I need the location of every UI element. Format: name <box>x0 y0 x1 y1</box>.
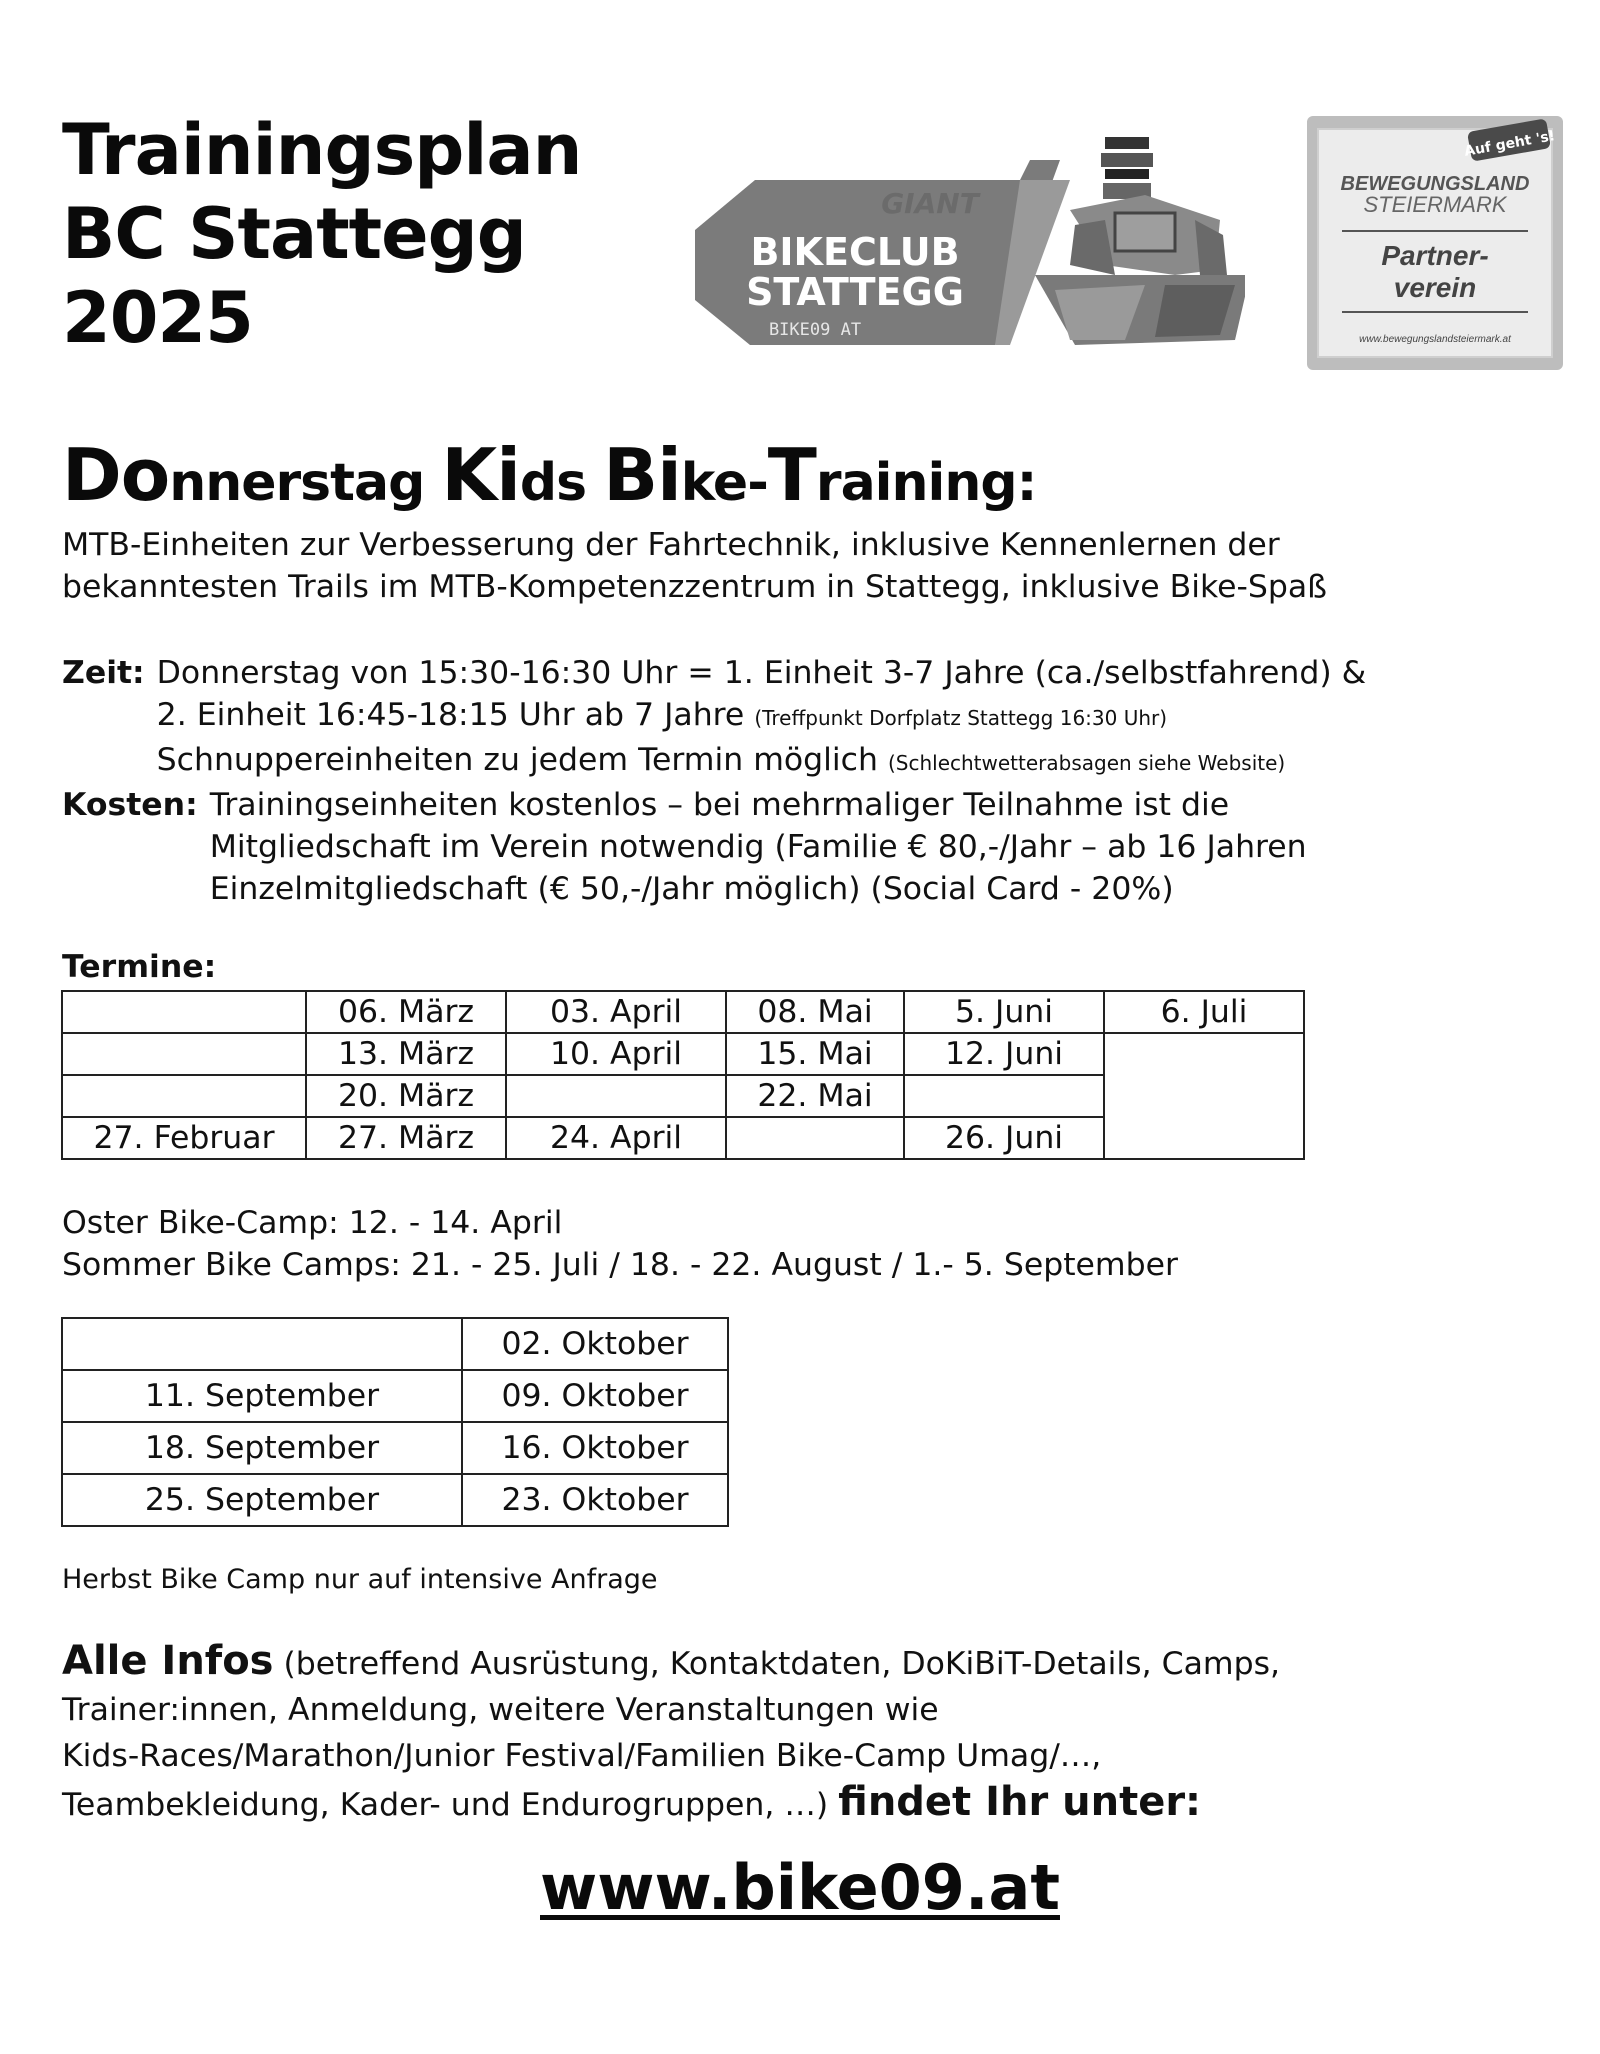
kosten-row <box>62 784 1582 910</box>
badge-line-1: BEWEGUNGSLAND <box>1340 173 1530 195</box>
headline-part-7: T <box>767 433 816 517</box>
kosten-line-1: Trainingseinheiten kostenlos – bei mehrmaliger Teilnahme ist die <box>209 787 1230 823</box>
kosten-line-3: Einzelmitgliedschaft (€ 50,-/Jahr möglich) (Social Card - 20%) <box>209 871 1174 907</box>
infos-line-3: Kids-Races/Marathon/Junior Festival/Familien Bike-Camp Umag/…, <box>62 1738 1102 1774</box>
date-cell: 18. September <box>62 1422 462 1474</box>
infos-line-4 <box>62 1779 1562 1828</box>
table-row <box>62 1033 1304 1075</box>
date-cell: 24. April <box>506 1117 726 1159</box>
summer-camps: Sommer Bike Camps: 21. - 25. Juli / 18. - 22. August / 1.- 5. September <box>62 1247 1178 1283</box>
date-cell: 08. Mai <box>726 991 904 1033</box>
badge-line-4: verein <box>1393 272 1477 303</box>
intro-text <box>62 524 1562 608</box>
easter-camp: Oster Bike-Camp: 12. - 14. April <box>62 1205 563 1241</box>
camps-info <box>62 1202 1178 1286</box>
logo-sub: BIKE09 AT <box>768 320 862 340</box>
termine-label: Termine: <box>62 949 217 985</box>
table-row <box>62 991 1304 1033</box>
date-cell: 11. September <box>62 1370 462 1422</box>
date-cell: 16. Oktober <box>462 1422 728 1474</box>
title-line-3: 2025 <box>62 277 253 359</box>
kosten-text <box>210 784 1307 910</box>
date-cell: 6. Juli <box>1104 991 1304 1033</box>
more-info-block <box>62 1638 1562 1828</box>
headline-part-8: raining: <box>815 453 1037 513</box>
zeit-line-2-note: (Treffpunkt Dorfplatz Stattegg 16:30 Uhr) <box>754 706 1168 730</box>
zeit-text <box>157 652 1367 784</box>
zeit-line-2 <box>157 694 1367 739</box>
spring-dates-table <box>61 990 1305 1160</box>
headline-part-6: ke- <box>680 453 768 513</box>
zeit-line-2-main: 2. Einheit 16:45-18:15 Uhr ab 7 Jahre <box>156 697 755 733</box>
badge-tag: Auf geht 's! <box>1463 128 1557 160</box>
badge-line-3: Partner- <box>1381 240 1489 271</box>
date-cell <box>506 1075 726 1117</box>
logo-line-1: BIKECLUB <box>750 230 960 274</box>
table-row <box>62 1474 728 1526</box>
bikeclub-logo <box>675 125 1245 360</box>
kosten-label: Kosten: <box>62 787 198 823</box>
headline-part-5: Bi <box>603 433 681 517</box>
date-cell: 22. Mai <box>726 1075 904 1117</box>
date-cell: 02. Oktober <box>462 1318 728 1370</box>
kosten-line-2: Mitgliedschaft im Verein notwendig (Familie € 80,-/Jahr – ab 16 Jahren <box>209 829 1307 865</box>
date-cell: 03. April <box>506 991 726 1033</box>
date-cell: 15. Mai <box>726 1033 904 1075</box>
infos-line-2: Trainer:innen, Anmeldung, weitere Veranstaltungen wie <box>62 1692 939 1728</box>
logo-brand: GIANT <box>881 187 979 220</box>
date-cell <box>62 1318 462 1370</box>
headline-part-3: Ki <box>441 433 520 517</box>
headline-part-2: nnerstag <box>169 453 442 513</box>
autumn-dates-table <box>61 1317 729 1527</box>
date-cell: 10. April <box>506 1033 726 1075</box>
date-cell: 09. Oktober <box>462 1370 728 1422</box>
infos-line-1 <box>62 1638 1562 1687</box>
date-cell <box>726 1117 904 1159</box>
zeit-row <box>62 652 1582 784</box>
date-cell: 20. März <box>306 1075 506 1117</box>
date-cell <box>62 1033 306 1075</box>
infos-line-4-text: Teambekleidung, Kader- und Endurogruppen, …) <box>62 1787 839 1823</box>
date-cell: 13. März <box>306 1033 506 1075</box>
date-cell: 26. Juni <box>904 1117 1104 1159</box>
badge-url: www.bewegungslandsteiermark.at <box>1359 334 1511 345</box>
logo-line-2: STATTEGG <box>746 270 964 314</box>
headline-part-4: ds <box>519 453 604 513</box>
date-cell <box>62 991 306 1033</box>
zeit-line-3 <box>157 739 1367 784</box>
zeit-line-1: Donnerstag von 15:30-16:30 Uhr = 1. Einheit 3-7 Jahre (ca./selbstfahrend) & <box>156 655 1367 691</box>
document-title <box>62 108 581 360</box>
date-cell: 06. März <box>306 991 506 1033</box>
date-cell: 27. März <box>306 1117 506 1159</box>
infos-bold-end: findet Ihr unter: <box>838 1779 1202 1825</box>
title-line-1: Trainingsplan <box>62 109 582 191</box>
zeit-line-3-note: (Schlechtwetterabsagen siehe Website) <box>887 751 1286 775</box>
title-line-2: BC Stattegg <box>62 193 526 275</box>
date-cell: 12. Juni <box>904 1033 1104 1075</box>
infos-bold-start: Alle Infos <box>62 1638 274 1684</box>
date-cell <box>62 1075 306 1117</box>
website-link[interactable]: www.bike09.at <box>540 1851 1060 1924</box>
table-row <box>62 1370 728 1422</box>
date-cell: 23. Oktober <box>462 1474 728 1526</box>
zeit-line-3-main: Schnuppereinheiten zu jedem Termin möglich <box>156 742 888 778</box>
badge-line-2: STEIERMARK <box>1363 192 1507 217</box>
autumn-camp-note: Herbst Bike Camp nur auf intensive Anfrage <box>62 1564 658 1595</box>
intro-line-2: bekanntesten Trails im MTB-Kompetenzzentrum in Stattegg, inklusive Bike-Spaß <box>62 569 1327 605</box>
date-cell: 27. Februar <box>62 1117 306 1159</box>
table-row <box>62 1318 728 1370</box>
headline-part-1: Do <box>62 433 170 517</box>
date-cell <box>904 1075 1104 1117</box>
date-cell: 5. Juni <box>904 991 1104 1033</box>
training-headline <box>62 433 1037 518</box>
date-cell: 25. September <box>62 1474 462 1526</box>
july-empty-cell <box>1104 1033 1304 1159</box>
info-block <box>62 652 1582 910</box>
partner-verein-badge <box>1306 115 1564 371</box>
infos-line-1-text: (betreffend Ausrüstung, Kontaktdaten, DoKiBiT-Details, Camps, <box>273 1646 1280 1682</box>
intro-line-1: MTB-Einheiten zur Verbesserung der Fahrtechnik, inklusive Kennenlernen der <box>62 527 1280 563</box>
table-row <box>62 1422 728 1474</box>
zeit-label: Zeit: <box>62 655 145 691</box>
